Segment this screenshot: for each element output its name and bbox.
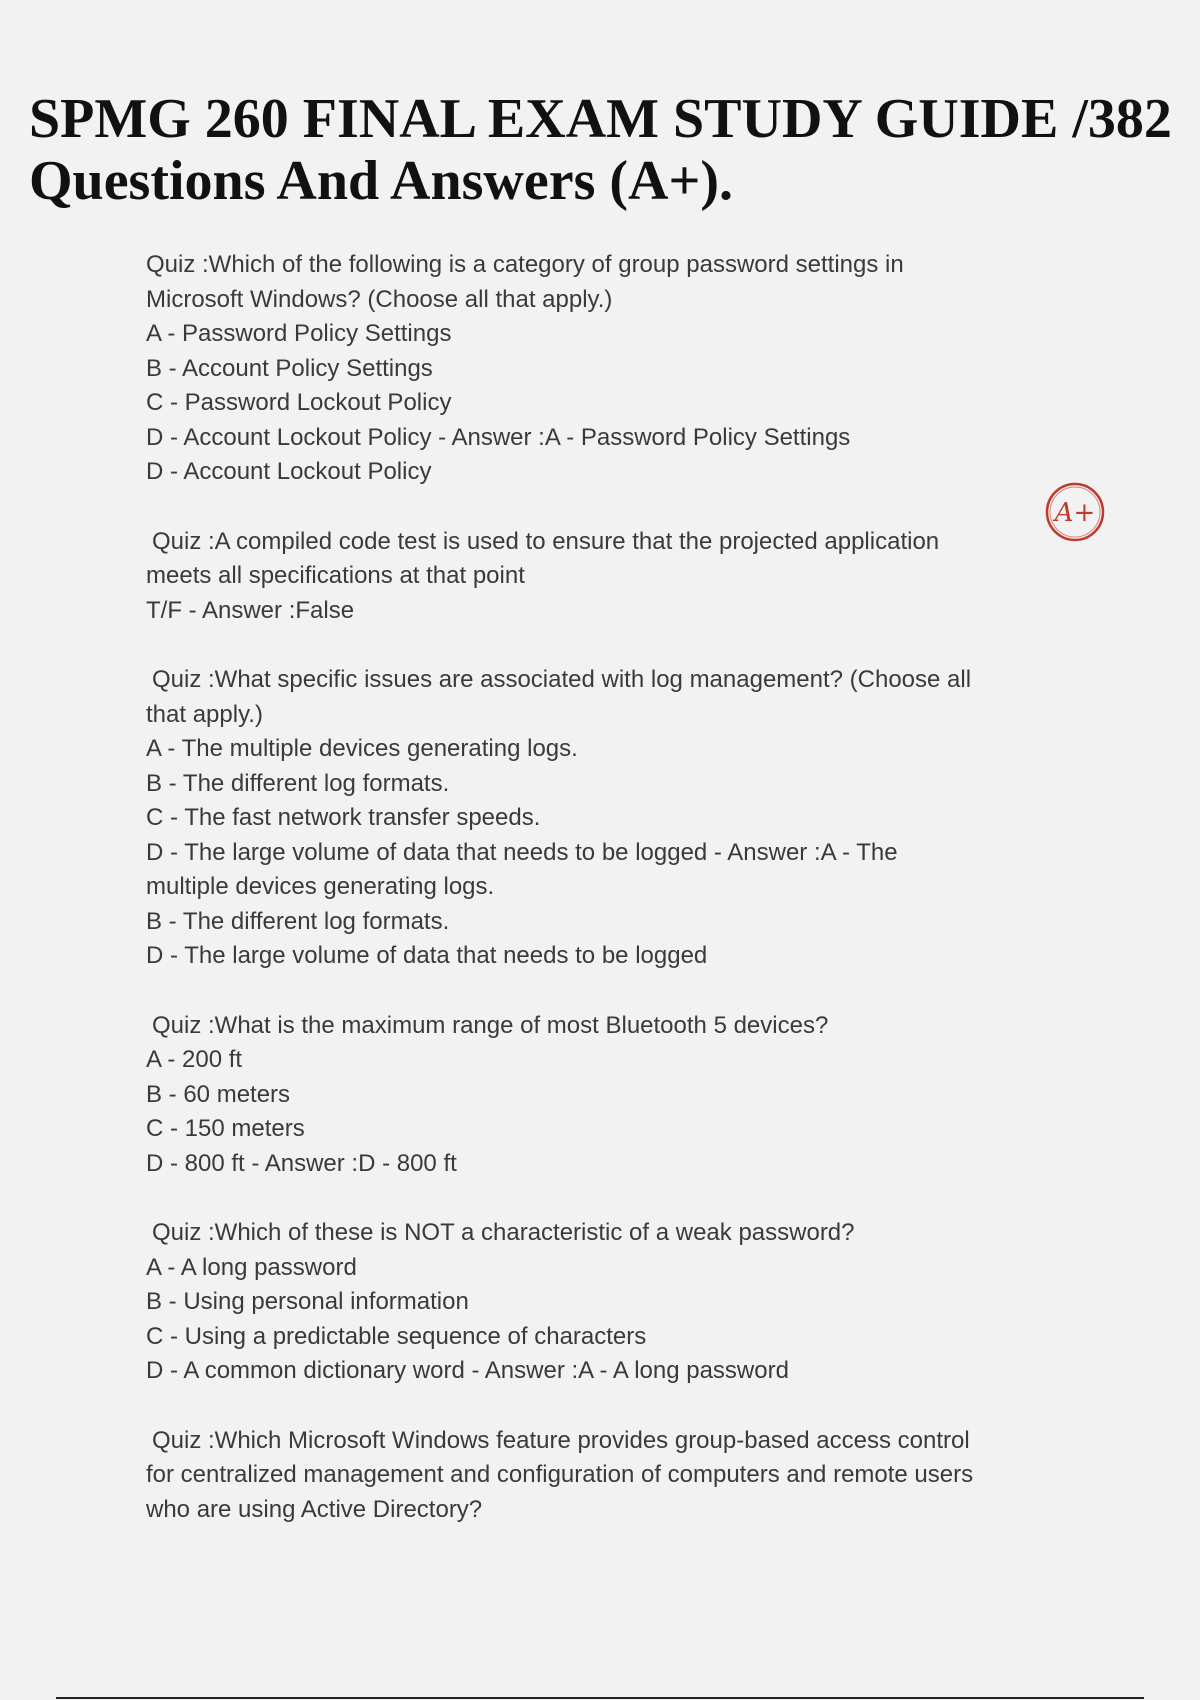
quiz-line: multiple devices generating logs. xyxy=(146,873,495,900)
quiz-line: D - The large volume of data that needs to be logged - Answer :A - The xyxy=(146,838,898,866)
quiz-line: C - The fast network transfer speeds. xyxy=(146,804,541,831)
quiz-line: Quiz :A compiled code test is used to ensure that the projected application xyxy=(152,527,940,555)
quiz-line: C - Using a predictable sequence of characters xyxy=(146,1322,647,1350)
quiz-item xyxy=(146,1216,1066,1389)
quiz-line: Quiz :What is the maximum range of most Bluetooth 5 devices? xyxy=(152,1011,829,1039)
quiz-item xyxy=(146,663,1066,974)
grade-stamp-label: A+ xyxy=(1054,498,1096,528)
quiz-line: T/F - Answer :False xyxy=(146,596,355,624)
quiz-line: B - 60 meters xyxy=(146,1080,291,1108)
quiz-line: D - The large volume of data that needs to be logged xyxy=(146,942,708,969)
quiz-list xyxy=(146,248,1066,1562)
quiz-line: D - Account Lockout Policy xyxy=(146,458,432,485)
quiz-line: B - The different log formats. xyxy=(146,907,450,935)
quiz-item xyxy=(146,248,1066,490)
quiz-line: that apply.) xyxy=(146,700,263,728)
quiz-line: A - 200 ft xyxy=(146,1046,243,1073)
title-line-2: Questions And Answers (A+). xyxy=(29,150,734,212)
quiz-line: D - A common dictionary word - Answer :A - A long password xyxy=(146,1357,789,1384)
quiz-line: B - Using personal information xyxy=(146,1288,469,1315)
quiz-line: A - A long password xyxy=(146,1253,357,1281)
quiz-line: Quiz :Which of the following is a category of group password settings in xyxy=(146,251,904,278)
title-line-1: SPMG 260 FINAL EXAM STUDY GUIDE /382 xyxy=(29,88,1172,150)
quiz-line: A - Password Policy Settings xyxy=(146,320,452,347)
quiz-item xyxy=(146,1424,1066,1528)
quiz-line: B - The different log formats. xyxy=(146,769,450,797)
quiz-line: who are using Active Directory? xyxy=(146,1495,483,1523)
quiz-line: meets all specifications at that point xyxy=(146,562,525,589)
quiz-line: B - Account Policy Settings xyxy=(146,354,433,382)
quiz-item xyxy=(146,525,1066,629)
quiz-line: A - The multiple devices generating logs. xyxy=(146,735,578,762)
quiz-item xyxy=(146,1009,1066,1182)
quiz-line: for centralized management and configuration of computers and remote users xyxy=(146,1461,974,1488)
quiz-line: Microsoft Windows? (Choose all that apply.) xyxy=(146,285,613,313)
quiz-line: Quiz :What specific issues are associated with log management? (Choose all xyxy=(152,666,972,693)
quiz-line: D - Account Lockout Policy - Answer :A - Password Policy Settings xyxy=(146,423,851,451)
quiz-line: C - Password Lockout Policy xyxy=(146,389,452,416)
quiz-line: C - 150 meters xyxy=(146,1115,305,1142)
quiz-line: D - 800 ft - Answer :D - 800 ft xyxy=(146,1149,457,1177)
quiz-line: Quiz :Which Microsoft Windows feature provides group-based access control xyxy=(152,1426,970,1454)
quiz-line: Quiz :Which of these is NOT a characteristic of a weak password? xyxy=(152,1219,855,1246)
footer-divider xyxy=(56,1697,1144,1699)
page-title xyxy=(29,88,1199,212)
